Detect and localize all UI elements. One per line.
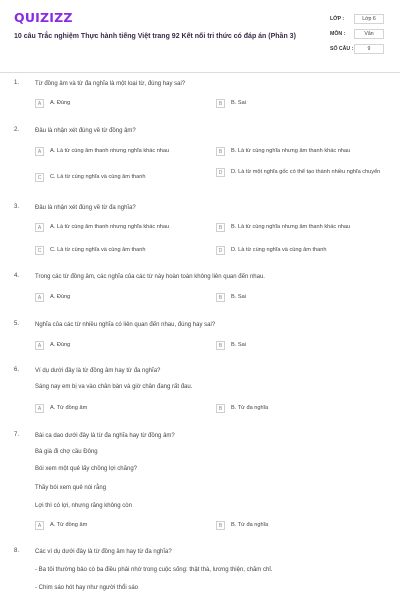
- option-letter-box: B: [216, 147, 225, 156]
- option-a[interactable]: [35, 293, 215, 305]
- question-number: 3.: [14, 204, 20, 210]
- question-text: Đâu là nhận xét đúng về từ đồng âm?: [35, 128, 136, 134]
- question-number: 4.: [14, 273, 20, 279]
- option-c[interactable]: [35, 246, 215, 258]
- option-d[interactable]: [216, 168, 396, 180]
- option-letter-box: A: [35, 521, 44, 530]
- question-line: Lợi thì có lợi, nhưng răng không còn: [35, 503, 132, 509]
- option-letter-box: D: [216, 168, 225, 177]
- question-number: 2.: [14, 127, 20, 133]
- meta-subject-value: Văn: [354, 29, 384, 39]
- option-a[interactable]: [35, 99, 215, 111]
- option-b[interactable]: [216, 223, 396, 235]
- option-letter-box: B: [216, 341, 225, 350]
- question-text: Các ví dụ dưới đây là từ đồng âm hay từ đa nghĩa?: [35, 549, 172, 555]
- document-title: 10 câu Trắc nghiệm Thực hành tiếng Việt trang 92 Kết nối tri thức có đáp án (Phần 3): [14, 33, 296, 40]
- option-letter-box: C: [35, 246, 44, 255]
- option-b[interactable]: [216, 293, 396, 305]
- option-a[interactable]: [35, 404, 215, 416]
- option-a[interactable]: [35, 521, 215, 533]
- option-letter-box: A: [35, 293, 44, 302]
- option-text: D. Là từ cùng nghĩa và cùng âm thanh: [231, 247, 327, 253]
- meta-class-value: Lớp 6: [354, 14, 384, 24]
- question-text: Từ đồng âm và từ đa nghĩa là một loại từ, đúng hay sai?: [35, 81, 186, 87]
- option-text: B. Sai: [231, 294, 246, 300]
- option-b[interactable]: [216, 147, 396, 159]
- option-text: A. Đúng: [50, 100, 71, 106]
- meta-question-count: [330, 44, 386, 54]
- option-text: B. Từ đa nghĩa: [231, 522, 269, 528]
- meta-count-label: SỐ CÂU :: [330, 46, 354, 52]
- option-a[interactable]: [35, 341, 215, 353]
- option-text: B. Là từ cùng nghĩa nhưng âm thanh khác nhau: [231, 148, 351, 154]
- option-a[interactable]: [35, 147, 215, 159]
- question-line: Thầy bói xem quẻ nói rằng: [35, 485, 107, 491]
- option-text: B. Sai: [231, 342, 246, 348]
- header-divider: [0, 72, 400, 73]
- question-line: Sáng nay em bị va vào chân bàn và giờ chân đang rất đau.: [35, 384, 193, 390]
- option-letter-box: B: [216, 223, 225, 232]
- option-letter-box: B: [216, 99, 225, 108]
- option-letter-box: B: [216, 521, 225, 530]
- question-number: 6.: [14, 367, 20, 373]
- option-text: B. Là từ cùng nghĩa nhưng âm thanh khác nhau: [231, 224, 351, 230]
- option-letter-box: B: [216, 293, 225, 302]
- question-text: Bài ca dao dưới đây là từ đa nghĩa hay từ đồng âm?: [35, 433, 175, 439]
- question-text: Đâu là nhận xét đúng về từ đa nghĩa?: [35, 205, 136, 211]
- document-header: [0, 0, 400, 70]
- meta-subject-label: MÔN :: [330, 31, 346, 37]
- option-text: A. Đúng: [50, 342, 71, 348]
- option-text: A. Từ đồng âm: [50, 405, 88, 411]
- question-line: Bói xem một quẻ lấy chồng lợi chăng?: [35, 466, 137, 472]
- question-number: 8.: [14, 548, 20, 554]
- question-number: 7.: [14, 432, 20, 438]
- question-text: Nghĩa của các từ nhiều nghĩa có liên quan đến nhau, đúng hay sai?: [35, 322, 216, 328]
- option-letter-box: D: [216, 246, 225, 255]
- option-letter-box: A: [35, 147, 44, 156]
- option-letter-box: A: [35, 341, 44, 350]
- option-letter-box: B: [216, 404, 225, 413]
- question-number: 5.: [14, 321, 20, 327]
- option-text: C. Là từ cùng nghĩa và cùng âm thanh: [50, 174, 146, 180]
- meta-class-label: LỚP :: [330, 16, 345, 22]
- question-line: - Ba tôi thường bảo có ba điều phải nhớ trong cuộc sống: thật thà, lương thiện, chăm chỉ.: [35, 567, 273, 573]
- question-text: Trong các từ đồng âm, các nghĩa của các từ này hoàn toàn không liên quan đến nhau.: [35, 274, 265, 280]
- meta-subject: [330, 29, 386, 39]
- option-text: C. Là từ cùng nghĩa và cùng âm thanh: [50, 247, 146, 253]
- meta-class: [330, 14, 386, 24]
- option-b[interactable]: [216, 341, 396, 353]
- option-text: A. Là từ cùng âm thanh nhưng nghĩa khác nhau: [50, 148, 170, 154]
- option-b[interactable]: [216, 521, 396, 533]
- option-a[interactable]: [35, 223, 215, 235]
- option-letter-box: A: [35, 223, 44, 232]
- option-b[interactable]: [216, 99, 396, 111]
- option-d[interactable]: [216, 246, 396, 258]
- meta-count-value: 9: [354, 44, 384, 54]
- question-number: 1.: [14, 80, 20, 86]
- option-text: B. Sai: [231, 100, 246, 106]
- option-letter-box: A: [35, 404, 44, 413]
- option-text: A. Từ đồng âm: [50, 522, 88, 528]
- option-letter-box: C: [35, 173, 44, 182]
- option-c[interactable]: [35, 173, 215, 185]
- option-text: A. Là từ cùng âm thanh nhưng nghĩa khác nhau: [50, 224, 170, 230]
- option-text: D. Là từ một nghĩa gốc có thể tạo thành nhiều nghĩa chuyển: [231, 169, 381, 175]
- question-line: - Chim sáo hót hay như người thổi sáo: [35, 585, 139, 591]
- option-b[interactable]: [216, 404, 396, 416]
- option-text: B. Từ đa nghĩa: [231, 405, 269, 411]
- option-text: A. Đúng: [50, 294, 71, 300]
- quizizz-logo: QUIZIZZ: [14, 10, 73, 25]
- question-line: Bà già đi chợ cầu Đông: [35, 449, 98, 455]
- option-letter-box: A: [35, 99, 44, 108]
- question-text: Ví dụ dưới đây là từ đồng âm hay từ đa nghĩa?: [35, 368, 161, 374]
